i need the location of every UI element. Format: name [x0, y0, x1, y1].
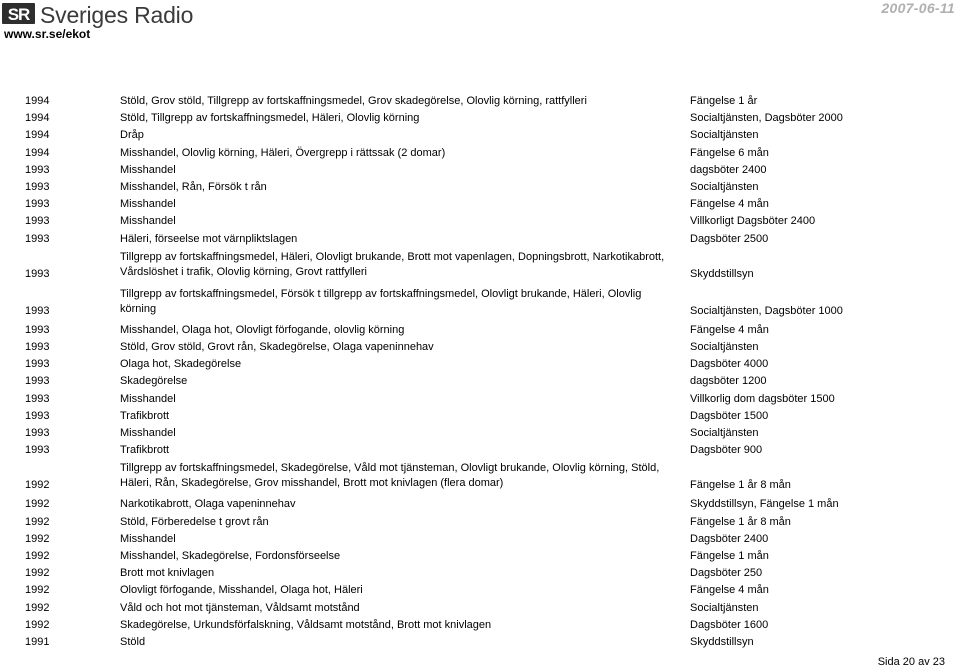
row-sentence: Socialtjänsten	[690, 181, 759, 193]
row-sentence: Socialtjänsten	[690, 427, 759, 439]
row-offence: Stöld, Grov stöld, Tillgrepp av fortskaffningsmedel, Grov skadegörelse, Olovlig körning, rattfylleri	[120, 95, 587, 107]
row-sentence: Skyddstillsyn	[690, 267, 754, 280]
table-row	[0, 582, 959, 599]
row-sentence: Dagsböter 1600	[690, 618, 769, 631]
row-sentence: Fängelse 4 mån	[690, 198, 769, 211]
table-row	[0, 145, 959, 162]
row-year: 1993	[25, 358, 50, 371]
table-row	[0, 110, 959, 127]
row-year: 1991	[25, 636, 50, 648]
row-sentence: Dagsböter 4000	[690, 358, 769, 371]
svg-text:SR: SR	[7, 5, 30, 24]
row-sentence: Skyddstillsyn	[690, 636, 754, 648]
table-row	[0, 459, 959, 496]
row-offence: Misshandel, Olaga hot, Olovligt förfogande, olovlig körning	[120, 323, 405, 336]
row-year: 1992	[25, 567, 50, 580]
row-sentence: Socialtjänsten	[690, 129, 759, 142]
row-year: 1993	[25, 267, 50, 280]
row-year: 1993	[25, 215, 50, 228]
row-offence: Stöld	[120, 636, 146, 648]
table-row	[0, 514, 959, 531]
table-row	[0, 617, 959, 634]
row-offence: Misshandel	[120, 163, 176, 176]
table-row	[0, 179, 959, 196]
table-row	[0, 600, 959, 617]
table-row	[0, 196, 959, 213]
row-year: 1993	[25, 375, 50, 388]
page-header	[0, 0, 959, 44]
row-offence: Misshandel, Skadegörelse, Fordonsförseelse	[120, 550, 341, 562]
row-sentence: Fängelse 1 år	[690, 95, 758, 107]
table-row	[0, 162, 959, 179]
row-year: 1993	[25, 181, 50, 193]
row-year: 1992	[25, 532, 50, 545]
row-offence: Narkotikabrott, Olaga vapeninnehav	[120, 498, 296, 511]
row-offence: Olovligt förfogande, Misshandel, Olaga hot, Häleri	[120, 584, 363, 597]
table-row	[0, 356, 959, 373]
table-row	[0, 425, 959, 442]
row-year: 1992	[25, 550, 50, 562]
row-sentence: Socialtjänsten	[690, 601, 759, 614]
table-row	[0, 391, 959, 408]
row-year: 1994	[25, 146, 50, 159]
row-offence: Tillgrepp av fortskaffningsmedel, Skadegörelse, Våld mot tjänsteman, Olovligt brukande, Olovlig körning, Stöld, Häleri, Rån, Skadegörelse, Grov misshandel, Brott mot knivlagen (flera domar)	[120, 462, 660, 490]
row-offence: Stöld, Tillgrepp av fortskaffningsmedel, Häleri, Olovlig körning	[120, 112, 420, 125]
row-sentence: dagsböter 1200	[690, 375, 767, 388]
row-offence: Stöld, Grov stöld, Grovt rån, Skadegörelse, Olaga vapeninnehav	[120, 341, 434, 353]
row-year: 1992	[25, 515, 50, 528]
row-year: 1992	[25, 601, 50, 614]
row-year: 1993	[25, 198, 50, 211]
row-offence: Våld och hot mot tjänsteman, Våldsamt motstånd	[120, 601, 360, 614]
table-row	[0, 408, 959, 425]
row-sentence: Dagsböter 1500	[690, 409, 769, 422]
row-offence: Misshandel	[120, 198, 176, 211]
row-offence: Brott mot knivlagen	[120, 567, 215, 580]
row-sentence: Socialtjänsten, Dagsböter 2000	[690, 112, 843, 125]
row-sentence: Skyddstillsyn, Fängelse 1 mån	[690, 498, 839, 511]
row-year: 1993	[25, 427, 50, 439]
row-sentence: Villkorlig dom dagsböter 1500	[690, 392, 835, 405]
sr-logo-mark-icon	[2, 2, 36, 26]
row-sentence: Socialtjänsten	[690, 341, 759, 353]
row-offence: Dråp	[120, 129, 144, 142]
row-year: 1992	[25, 584, 50, 597]
row-offence: Misshandel, Olovlig körning, Häleri, Övergrepp i rättssak (2 domar)	[120, 146, 446, 159]
row-sentence: Fängelse 1 mån	[690, 550, 769, 562]
table-row	[0, 496, 959, 513]
table-row	[0, 322, 959, 339]
row-year: 1992	[25, 479, 50, 492]
row-sentence: dagsböter 2400	[690, 163, 767, 176]
row-sentence: Fängelse 4 mån	[690, 323, 769, 336]
row-offence: Stöld, Förberedelse t grovt rån	[120, 515, 269, 528]
row-sentence: Fängelse 6 mån	[690, 146, 769, 159]
row-sentence: Fängelse 4 mån	[690, 584, 769, 597]
table-row	[0, 213, 959, 230]
row-year: 1993	[25, 304, 50, 317]
row-offence: Misshandel	[120, 427, 176, 439]
row-offence: Skadegörelse	[120, 375, 188, 388]
row-year: 1993	[25, 392, 50, 405]
row-sentence: Dagsböter 2500	[690, 232, 769, 245]
report-date: 2007-06-11	[881, 0, 955, 16]
row-offence: Olaga hot, Skadegörelse	[120, 358, 242, 371]
row-year: 1993	[25, 163, 50, 176]
table-row	[0, 565, 959, 582]
brand-name: Sveriges Radio	[40, 2, 194, 28]
row-year: 1994	[25, 95, 50, 107]
table-row	[0, 231, 959, 248]
table-row	[0, 248, 959, 285]
row-year: 1993	[25, 409, 50, 422]
page-number: Sida 20 av 23	[877, 656, 945, 668]
row-offence: Misshandel	[120, 215, 176, 228]
row-year: 1992	[25, 498, 50, 511]
row-year: 1992	[25, 618, 50, 631]
row-offence: Tillgrepp av fortskaffningsmedel, Försök t tillgrepp av fortskaffningsmedel, Olovligt brukande, Häleri, Olovlig körning	[120, 287, 642, 315]
row-year: 1993	[25, 341, 50, 353]
table-row	[0, 531, 959, 548]
row-sentence: Fängelse 1 år 8 mån	[690, 515, 791, 528]
row-sentence: Dagsböter 250	[690, 567, 763, 580]
row-year: 1993	[25, 232, 50, 245]
row-offence: Häleri, förseelse mot värnpliktslagen	[120, 232, 298, 245]
row-offence: Tillgrepp av fortskaffningsmedel, Häleri, Olovligt brukande, Brott mot vapenlagen, Dopningsbrott, Narkotikabrott, Vårdslöshet i trafik, Olovlig körning, Grovt rattfylleri	[120, 250, 665, 278]
row-offence: Skadegörelse, Urkundsförfalskning, Våldsamt motstånd, Brott mot knivlagen	[120, 618, 492, 631]
table-row	[0, 93, 959, 110]
row-offence: Misshandel, Rån, Försök t rån	[120, 181, 267, 193]
table-row	[0, 373, 959, 390]
table-row	[0, 634, 959, 651]
row-year: 1993	[25, 323, 50, 336]
row-sentence: Fängelse 1 år 8 mån	[690, 479, 791, 492]
table-row	[0, 127, 959, 144]
row-year: 1993	[25, 444, 50, 457]
row-offence: Trafikbrott	[120, 444, 170, 457]
table-row	[0, 442, 959, 459]
row-year: 1994	[25, 129, 50, 142]
row-sentence: Socialtjänsten, Dagsböter 1000	[690, 304, 843, 317]
table-row	[0, 285, 959, 322]
row-sentence: Villkorligt Dagsböter 2400	[690, 215, 816, 228]
row-offence: Misshandel	[120, 532, 176, 545]
row-year: 1994	[25, 112, 50, 125]
table-row	[0, 548, 959, 565]
row-offence: Misshandel	[120, 392, 176, 405]
row-sentence: Dagsböter 900	[690, 444, 763, 457]
row-sentence: Dagsböter 2400	[690, 532, 769, 545]
site-url: www.sr.se/ekot	[4, 27, 91, 41]
row-offence: Trafikbrott	[120, 409, 170, 422]
table-row	[0, 339, 959, 356]
